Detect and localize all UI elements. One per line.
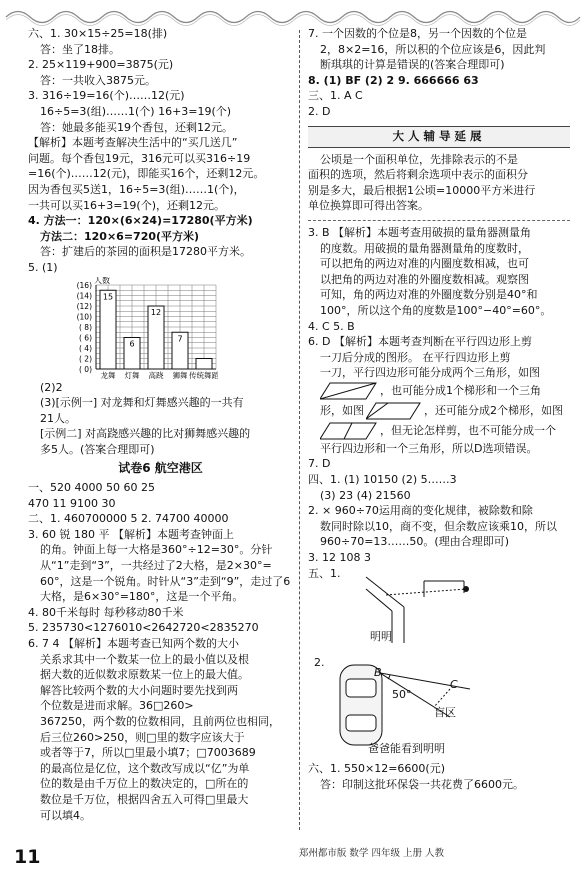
- tutor-box-title: 大人辅导延展: [389, 129, 490, 145]
- footer-text: 郑州都市版 数学 四年级 上册 人教: [298, 848, 444, 860]
- text-line: 3. B 【解析】本题考查用破损的量角器测量角: [308, 225, 532, 239]
- text-line: 答：坐了18排。: [40, 42, 120, 56]
- bar-value-label: 12: [150, 307, 162, 317]
- text-line: 5. 235730<1276010<2642720<2835270: [28, 621, 259, 635]
- bar-chart: [28, 277, 293, 380]
- point-label-c: C: [450, 678, 458, 692]
- text-line: 位的数是由千万位上的数决定的，□所在的: [40, 777, 249, 791]
- car-blind-spot-svg: [330, 659, 530, 751]
- text-line: 以把角的两边对准的外圈度数相减。观察图: [320, 272, 529, 286]
- parallelogram-diagonal-figure: [320, 381, 378, 401]
- text-line: 断琪琪的计算是错误的(答案合理即可): [320, 58, 505, 72]
- text-line: 的角。钟面上每一大格是360°÷12=30°。分针: [40, 543, 273, 557]
- right-column: [308, 26, 570, 792]
- bar-value-label: 6: [129, 339, 135, 348]
- text-line: 单位换算即可得出答案。: [308, 199, 429, 213]
- text-line: 7. 一个因数的个位是8，另一个因数的个位是: [308, 27, 527, 40]
- map-figure: [308, 581, 570, 659]
- left-answers-top: [28, 26, 293, 244]
- page-footer: [0, 830, 586, 874]
- text-line: 3. 12 108 3: [308, 551, 371, 565]
- text-line: 方法二：120×6=720(平方米): [40, 229, 200, 243]
- answer-line: 答：扩建后的茶园的面积是17280平方米。: [40, 245, 251, 259]
- x-tick-label: 狮舞: [172, 370, 188, 380]
- text-line: 4. 方法一：120×(6×24)=17280(平方米): [28, 214, 253, 228]
- text-line: =16(个)……12(元)，即能买16个，还剩12元。: [28, 167, 265, 181]
- car-figure: [308, 656, 570, 761]
- page-number: 11: [14, 846, 41, 869]
- bar-value-label: 15: [102, 291, 114, 301]
- text-line: 公顷是一个面积单位，先排除表示的不是: [320, 152, 518, 166]
- text-line: 可知，角的两边对准的外圈度数分别是40°和: [320, 288, 538, 302]
- blind-zone-label: 盲区: [434, 706, 456, 720]
- y-axis-label: 人数: [94, 276, 110, 285]
- left-after-chart: [28, 380, 293, 458]
- text-line: 一、520 4000 50 60 25: [28, 481, 155, 495]
- text-line: 答：印制这批环保袋一共花费了6600元。: [320, 777, 524, 791]
- text-line: (3)[示例一] 对龙舞和灯舞感兴趣的一共有: [40, 396, 244, 410]
- y-tick-label: ( 4): [78, 343, 92, 353]
- text-line: 一刀，平行四边形可能分成两个三角形，如图: [320, 366, 540, 380]
- text-line: 7. D: [308, 457, 331, 471]
- y-tick-label: (14): [76, 291, 92, 300]
- q5-label: 5. (1): [28, 260, 58, 274]
- text-line: 一共可以买16+3=19(个)，还剩12元。: [28, 198, 226, 212]
- y-tick-label: ( 0): [78, 364, 92, 374]
- text-line: 3. 60 锐 180 平 【解析】本题考查钟面上: [28, 527, 234, 541]
- text-line: 的度数。用破损的量角器测量角的度数时，: [320, 241, 529, 255]
- shape-line-2: [308, 401, 570, 421]
- text-line: 六、1. 550×12=6600(元): [308, 762, 445, 776]
- text-line: 2. D: [308, 104, 331, 118]
- text-line: 一刀后分成的图形。 在平行四边形上剪: [320, 350, 511, 364]
- text-line: 别是多大，最后根据1公顷=10000平方米进行: [308, 183, 536, 197]
- text-line: 的最高位是亿位，这个数改写成以“亿”为单: [40, 761, 250, 775]
- text-line: 2. × 960÷70运用商的变化规律，被除数和除: [308, 504, 533, 518]
- shape-conclusion: 平行四边形和一个三角形，所以D选项错误。: [320, 441, 538, 455]
- text-line: [示例二] 对高跷感兴趣的比对狮舞感兴趣的: [40, 427, 251, 441]
- question-number: 2.: [314, 656, 325, 670]
- text-line: 四、1. (1) 10150 (2) 5……3: [308, 473, 457, 487]
- right-answers-mid: [308, 225, 570, 381]
- text-line: 问题。每个香包19元，316元可以买316÷19: [28, 151, 251, 165]
- text-line: 【解析】本题考查解决生活中的“买几送几”: [28, 136, 238, 150]
- text-line: 21人。: [40, 411, 76, 425]
- bar: [196, 358, 212, 369]
- text-line: 个位数是进而求解。36□260>: [40, 699, 194, 713]
- text-line: 多5人。(答案合理即可): [40, 442, 155, 456]
- text-line: 从“1”走到“3”，一共经过了2大格，是2×30°=: [40, 559, 272, 573]
- x-tick-label: 龙舞: [100, 370, 116, 380]
- text-line: 6. D 【解析】本题考查判断在平行四边形上剪: [308, 335, 532, 349]
- column-divider: [299, 30, 300, 830]
- text-line: 数同时除以10，商不变，但余数应该乘10，所以: [320, 519, 557, 533]
- bar: [100, 290, 116, 369]
- text-line: 六、1. 30×15÷25=18(排): [28, 27, 168, 40]
- shape-line-1: [308, 381, 570, 401]
- text-line: 五、1.: [308, 566, 341, 580]
- text-line: 470 11 9100 30: [28, 496, 116, 510]
- text-line: 4. 80千米每时 每秒移动80千米: [28, 605, 184, 619]
- text-line: 二、1. 460700000 5 2. 74700 40000: [28, 512, 229, 526]
- text-line: 大格，是6×30°=180°，这是一个平角。: [40, 590, 244, 604]
- y-tick-label: (10): [76, 312, 92, 321]
- y-tick-label: ( 2): [78, 354, 92, 363]
- text-line: 4. C 5. B: [308, 319, 355, 333]
- text-line: 8. (1) BF (2) 2 9. 666666 63: [308, 73, 479, 87]
- shape-text: ，也可能分成1个梯形和一个三角: [380, 384, 541, 398]
- text-line: 60°，这是一个锐角。时针从“3”走到“9”，走过了6: [40, 574, 291, 588]
- car-caption: 爸爸能看到明明: [368, 742, 445, 756]
- bar-value-label: 7: [177, 333, 183, 343]
- text-line: 可以把角的两边对准的内圈度数相减，也可: [320, 257, 529, 271]
- y-tick-label: ( 8): [78, 322, 92, 332]
- tutor-box-header: [308, 126, 570, 148]
- text-line: 数位是千万位，根据四舍五入可得□里最大: [40, 792, 249, 806]
- text-line: 可以填4。: [40, 808, 91, 822]
- street-map-svg: [346, 567, 496, 645]
- shape-text: 形，如图: [320, 404, 364, 418]
- separator: [308, 220, 570, 221]
- parallelogram-trapezoid-triangle-figure: [366, 401, 422, 421]
- text-line: 关系求其中一个数某一位上的最小值以及根: [40, 652, 249, 666]
- x-tick-label: 灯舞: [124, 370, 140, 380]
- text-line: 面积的选项，然后将剩余选项中表示的面积分: [308, 168, 528, 182]
- shape-line-3: [308, 421, 570, 441]
- text-line: 据大数的近似数求原数某一位上的最大值。: [40, 668, 249, 682]
- text-line: (3) 23 (4) 21560: [320, 488, 411, 502]
- text-line: 3. 316÷19=16(个)……12(元): [28, 89, 185, 103]
- text-line: 2. 25×119+900=3875(元): [28, 58, 174, 72]
- text-line: 因为香包买5送1，16÷5=3(组)……1(个)，: [28, 182, 245, 196]
- text-line: 三、1. A C: [308, 89, 363, 103]
- right-answers-top: [308, 26, 570, 120]
- text-line: 16÷5=3(组)……1(个) 16+3=19(个): [40, 104, 232, 118]
- text-line: 答：她最多能买19个香包，还剩12元。: [40, 120, 233, 134]
- angle-label: 50°: [392, 688, 412, 702]
- right-answers-bottom: [308, 456, 570, 581]
- y-tick-label: ( 6): [78, 333, 92, 342]
- map-label: 明明: [370, 630, 392, 644]
- left-answers-bottom: [28, 480, 293, 823]
- text-line: 或者等于7，所以□里最小填7；□7003689: [40, 746, 256, 760]
- x-tick-label: 高跷: [148, 370, 164, 380]
- tutor-box-text: [308, 152, 570, 214]
- text-line: (2)2: [40, 380, 63, 394]
- text-line: 367250，两个数的位数相同，且前两位也相同，: [40, 714, 280, 728]
- text-line: 后三位260>250，则□里的数字应该大于: [40, 730, 245, 744]
- bar-chart-svg: [28, 277, 218, 380]
- x-tick-label: 传统舞蹈: [189, 370, 218, 380]
- text-line: 960÷70=13……50。(理由合理即可): [320, 535, 510, 549]
- y-tick-label: (16): [76, 280, 92, 290]
- decorative-top-border: [0, 0, 586, 26]
- parallelogram-two-trapezoids-figure: [320, 421, 378, 441]
- left-column: [28, 26, 293, 823]
- right-answers-end: [308, 761, 570, 792]
- shape-text: ，但无论怎样剪，也不可能分成一个: [380, 424, 556, 438]
- section-title: 试卷6 航空港区: [118, 461, 203, 476]
- point-label-b: B: [374, 666, 382, 680]
- text-line: 100°，所以这个角的度数是100°−40°=60°。: [320, 303, 552, 317]
- text-line: 解答比较两个数的大小问题时要先找到两: [40, 683, 238, 697]
- shape-text: ，还可能分成2个梯形，如图: [424, 404, 563, 418]
- text-line: 6. 7 4 【解析】本题考查已知两个数的大小: [28, 637, 239, 650]
- text-line: 2，8×2=16，所以积的个位应该是6，因此判: [320, 42, 546, 56]
- y-tick-label: (12): [76, 301, 92, 311]
- text-line: 答：一共收入3875元。: [40, 73, 156, 87]
